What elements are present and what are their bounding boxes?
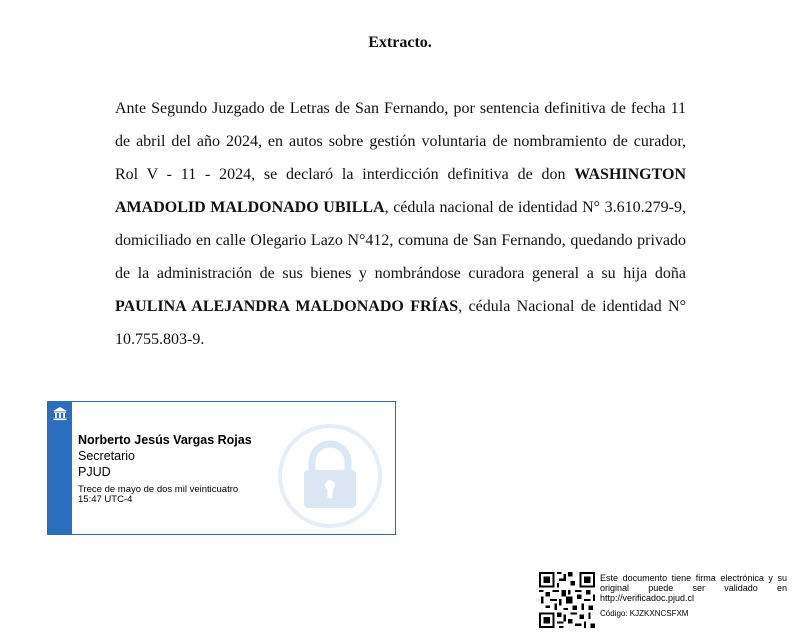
electronic-signature-card [47,401,396,535]
extract-body [115,92,686,356]
body-text-part-3: , cédula Nacional de identidad N° 10.755.803-9. [115,298,687,348]
document-title: Extracto. [368,34,432,51]
lock-icon [276,422,384,530]
qr-code-icon [539,572,595,628]
body-text-part-2: , cédula nacional de identidad N° 3.610.279-9, domiciliado en calle Olegario Lazo N°412, comuna de San Fernando, quedando privado de la administración de sus bienes y nombrándose curadora general a su hija doña [115,199,686,282]
signature-strip [48,402,72,534]
verification-code: Código: KJZKXNCSFXM [600,609,689,618]
signature-details [78,432,252,505]
signature-time: 15:47 UTC-4 [78,494,133,505]
signer-name: Norberto Jesús Vargas Rojas [78,433,252,447]
signature-date-text: Trece de mayo de dos mil veinticuatro [78,484,239,495]
body-text-part-1: Ante Segundo Juzgado de Letras de San Fernando, por sentencia definitiva de fecha 11 de abril del año 2024, en autos sobre gestión voluntaria de nombramiento de curador, Rol V - 11 - 2024, se declaró la interdicción definitiva de don [115,100,686,183]
curator-name: PAULINA ALEJANDRA MALDONADO FRÍAS [115,298,459,315]
verification-notice [600,573,787,619]
signature-date [78,485,252,505]
signer-organization: PJUD [78,465,111,479]
courthouse-icon [52,406,68,422]
interdict-name: WASHINGTON AMADOLID MALDONADO UBILLA [115,166,686,216]
verification-text: Este documento tiene firma electrónica y su original puede ser validado en http://verificadoc.pjud.cl [600,573,787,603]
signer-role: Secretario [78,449,135,463]
